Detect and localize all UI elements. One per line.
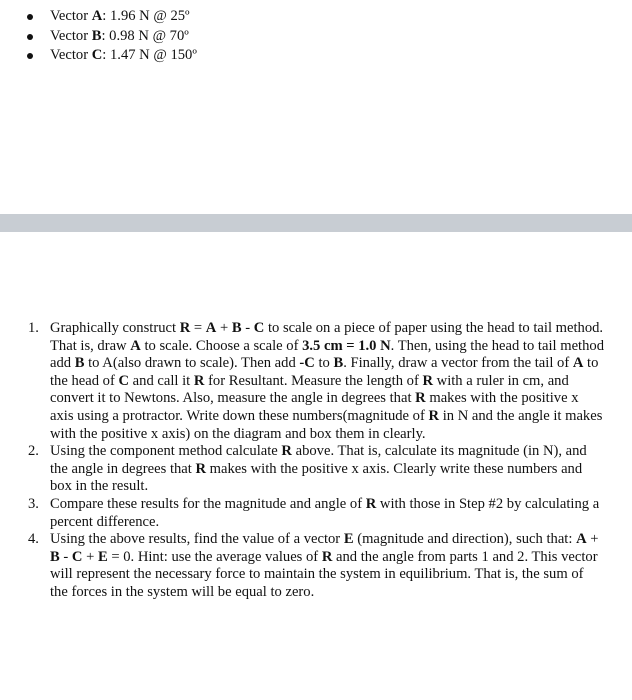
vector-ref: C [118,372,130,389]
step-text: - [241,320,254,336]
vector-ref: A [576,531,587,548]
step-text: to scale on a piece of paper using the head to tail method. That is, draw [50,320,604,354]
step-text: . Then, using the head to tail method add [50,337,604,372]
vector-ref: C [71,548,83,565]
step-text: to A(also drawn to scale). Then add [84,355,300,372]
vector-ref: B [50,548,60,565]
instruction-steps [0,320,632,602]
step-text: in N and the angle it makes with the positive x axis) on the diagram and box them in clearly. [50,407,603,442]
step-3 [0,496,632,531]
vector-ref: R [422,372,434,389]
step-number: 2. [28,443,39,460]
step-text: (magnitude and direction), such that: [353,531,577,548]
vector-name: C [91,47,103,63]
step-text: with those in Step #2 by calculating a percent difference. [50,495,600,530]
step-text: to the head of [50,355,599,389]
step-text: Using the component method calculate [50,443,282,460]
step-text: Using the above results, find the value of a vector [50,531,344,548]
vector-ref: B [333,355,344,372]
vector-prefix: Vector [50,8,92,24]
bullet-icon [27,34,33,40]
step-number: 1. [28,320,39,336]
step-text: above. That is, calculate its magnitude (in N), and the angle in degrees that [50,443,587,477]
step-text: Graphically construct [50,320,180,336]
step-text: - [59,548,72,565]
bullet-icon [27,14,33,20]
step-text: to [314,355,334,372]
vector-value: : 0.98 N @ 70º [101,27,189,44]
vector-ref: R [365,495,377,512]
vector-ref: B [231,320,242,336]
vector-prefix: Vector [50,47,92,63]
step-number: 3. [28,495,39,512]
step-text: = [190,320,206,336]
vector-name: A [91,8,103,24]
step-text: makes with the positive x axis. Clearly write these numbers and box in the result. [50,460,583,495]
vector-ref: E [97,548,108,565]
step-text: + [216,320,232,336]
vector-ref: E [343,531,354,548]
vector-ref: R [179,320,191,336]
vector-name: B [91,27,102,44]
vector-ref: A [205,320,217,336]
step-2 [0,443,632,496]
vector-ref: B [74,355,85,372]
step-text: . Finally, draw a vector from the tail of [343,355,573,372]
vector-item-a [0,8,197,28]
vector-ref: R [428,407,440,424]
vector-ref: R [281,443,292,460]
step-text: = 0. Hint: use the average values of [107,548,322,565]
page-divider-band [0,214,632,232]
scale-value: 3.5 cm = 1.0 N [302,337,391,354]
vector-ref: R [195,460,207,477]
step-text: Compare these results for the magnitude and angle of [50,495,366,512]
vector-ref: -C [299,355,315,372]
vector-item-b [0,28,197,48]
step-text: for Resultant. Measure the length of [204,372,423,389]
step-1 [0,320,632,443]
vector-value: : 1.47 N @ 150º [102,47,197,63]
step-4 [0,531,632,601]
step-text: and the angle from parts 1 and 2. This vector will represent the necessary force to maintain the system in equilibrium. That is, the sum of the forces in the system will be equal to zero. [50,548,598,600]
vector-ref: A [572,355,584,372]
vector-value: : 1.96 N @ 25º [102,8,190,24]
vector-ref: A [130,337,141,354]
vector-ref: R [193,372,205,389]
step-text: + [586,531,599,548]
vector-list [0,8,197,67]
step-text: and call it [129,372,194,389]
vector-item-c [0,47,197,67]
step-text: with a ruler in cm, and convert it to Newtons. Also, measure the angle in degrees that [50,372,569,407]
step-number: 4. [28,531,39,548]
vector-ref: R [321,548,333,565]
vector-ref: R [415,390,426,407]
step-text: makes with the positive x axis using a protractor. Write down these numbers(magnitude of [50,390,579,424]
bullet-icon [27,53,33,59]
vector-prefix: Vector [50,27,92,44]
vector-ref: C [253,320,265,336]
step-text: + [82,548,98,565]
step-text: to scale. Choose a scale of [140,337,303,354]
